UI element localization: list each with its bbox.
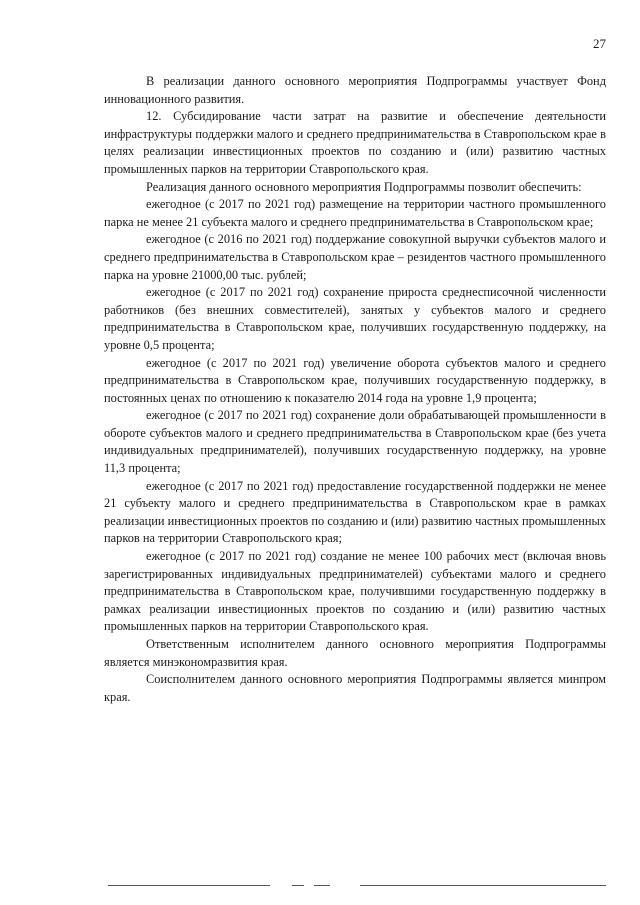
paragraph: ежегодное (с 2017 по 2021 год) увеличение оборота субъектов малого и среднего предпринимательства в Ставропольском крае, получивших государственную поддержку, в постоянных ценах по отношению к показателю 2014 года на уровне 1,9 процента; <box>104 355 606 405</box>
footer-divider-gap <box>270 883 292 887</box>
paragraph: Реализация данного основного мероприятия Подпрограммы позволит обеспечить: <box>146 179 582 194</box>
paragraph: ежегодное (с 2017 по 2021 год) создание не менее 100 рабочих мест (включая вновь зарегистрированных индивидуальных предпринимателей) субъектами малого и среднего предпринимательства в Ставропольском крае, получившими государственную поддержку в рамках реализации инвестиционных проектов по созданию и (или) развитию частных промышленных парков на территории Ставропольского края. <box>104 549 606 634</box>
footer-divider-gap <box>330 883 360 887</box>
document-body <box>104 73 606 706</box>
paragraph: ежегодное (с 2017 по 2021 год) размещение на территории частного промышленного парка не менее 21 субъекта малого и среднего предпринимательства в Ставропольском крае; <box>104 197 606 229</box>
paragraph: 12. Субсидирование части затрат на развитие и обеспечение деятельности инфраструктуры поддержки малого и среднего предпринимательства в Ставропольском крае в целях реализации инвестиционных проектов по созданию и (или) развитию частных промышленных парков на территории Ставропольского края. <box>104 109 606 176</box>
footer-divider-gap <box>304 883 314 887</box>
paragraph: Ответственным исполнителем данного основного мероприятия Подпрограммы является минэкономразвития края. <box>104 637 606 669</box>
paragraph: Соисполнителем данного основного мероприятия Подпрограммы является минпром края. <box>104 672 606 704</box>
paragraph: ежегодное (с 2017 по 2021 год) предоставление государственной поддержки не менее 21 субъекту малого и среднего предпринимательства в Ставропольском крае в рамках реализации инвестиционных проектов по созданию и (или) развитию частных промышленных парков на территории Ставропольского края; <box>104 478 606 546</box>
paragraph: ежегодное (с 2017 по 2021 год) сохранение прироста среднесписочной численности работников (без внешних совместителей), занятых у субъектов малого и среднего предпринимательства в Ставропольском крае, получивших государственную поддержку, на уровне 0,5 процента; <box>104 285 606 352</box>
page-number: 27 <box>593 36 606 51</box>
paragraph: ежегодное (с 2016 по 2021 год) поддержание совокупной выручки субъектов малого и среднего предпринимательства в Ставропольском крае – резидентов частного промышленного парка на уровне 21000,00 тыс. рублей; <box>104 232 606 282</box>
paragraph: ежегодное (с 2017 по 2021 год) сохранение доли обрабатывающей промышленности в обороте субъектов малого и среднего предпринимательства в Ставропольском крае (без учета индивидуальных предпринимателей), получивших государственную поддержку, на уровне 11,3 процента; <box>104 408 606 476</box>
paragraph: В реализации данного основного мероприятия Подпрограммы участвует Фонд инновационного развития. <box>104 74 606 106</box>
